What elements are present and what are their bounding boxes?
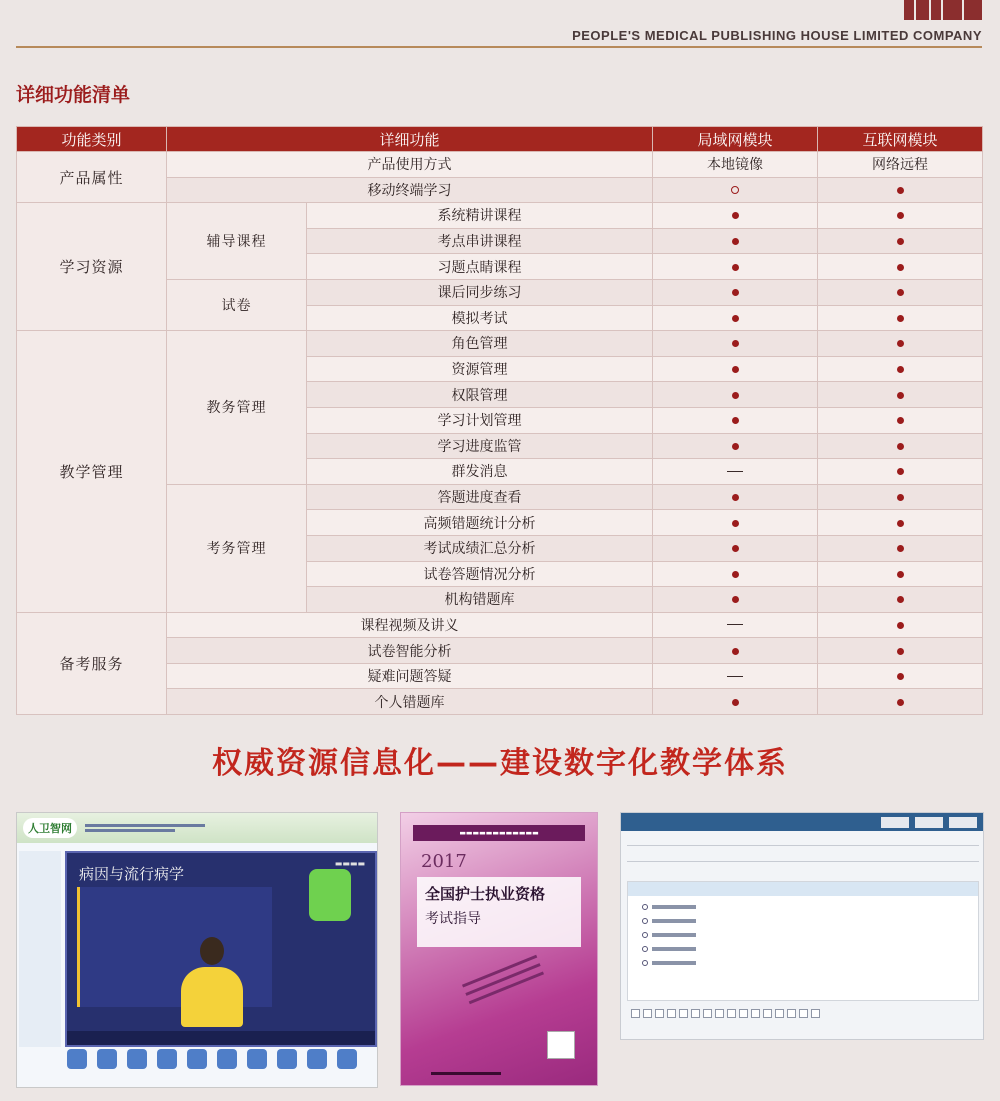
available-dot-icon [897, 648, 904, 655]
available-dot-icon [732, 289, 739, 296]
available-dot-icon [732, 648, 739, 655]
table-row [17, 331, 983, 357]
subcategory-cell: 教务管理 [167, 331, 307, 485]
available-dot-icon [732, 596, 739, 603]
video-lesson-screenshot [16, 812, 378, 1088]
breadcrumb [85, 822, 205, 834]
subcategory-cell: 考务管理 [167, 484, 307, 612]
available-dot-icon [732, 443, 739, 450]
feature-cell: 模拟考试 [307, 305, 653, 331]
available-dot-icon [897, 571, 904, 578]
feature-cell: 试卷智能分析 [167, 638, 653, 664]
side-panel [19, 851, 61, 1047]
category-cell: 学习资源 [17, 203, 167, 331]
table-row [17, 612, 983, 638]
lan-cell [653, 535, 818, 561]
net-cell [818, 356, 983, 382]
available-dot-icon [897, 340, 904, 347]
header-feature: 详细功能 [167, 127, 653, 152]
book-year: 2017 [421, 851, 467, 872]
lan-cell [653, 612, 818, 638]
feature-cell: 考点串讲课程 [307, 228, 653, 254]
lan-cell: 本地镜像 [653, 152, 818, 178]
book-cover [400, 812, 598, 1086]
lan-cell [653, 587, 818, 613]
lan-cell [653, 407, 818, 433]
available-dot-icon [897, 596, 904, 603]
table-row [17, 152, 983, 178]
feature-cell: 高频错题统计分析 [307, 510, 653, 536]
toolbar-button-icon[interactable] [307, 1049, 327, 1069]
available-dot-icon [897, 622, 904, 629]
lan-cell [653, 459, 818, 485]
net-cell [818, 254, 983, 280]
question-navigator [631, 1009, 820, 1018]
net-cell [818, 203, 983, 229]
lan-cell [653, 356, 818, 382]
toolbar-button-icon[interactable] [97, 1049, 117, 1069]
video-player [65, 851, 377, 1047]
feature-table [16, 126, 983, 715]
player-controls[interactable] [67, 1031, 375, 1045]
toolbar-button-icon[interactable] [187, 1049, 207, 1069]
available-dot-icon [897, 673, 904, 680]
toolbar-button-icon[interactable] [127, 1049, 147, 1069]
exam-top-bar [621, 813, 983, 831]
subcategory-cell: 辅导课程 [167, 203, 307, 280]
toolbar-buttons [67, 1049, 357, 1069]
section-title: 详细功能清单 [16, 84, 131, 106]
available-dot-icon [897, 392, 904, 399]
slide-brand-mark: ▬▬▬▬ [334, 859, 365, 868]
net-cell [818, 587, 983, 613]
toolbar-button-icon[interactable] [337, 1049, 357, 1069]
lan-cell [653, 279, 818, 305]
net-cell [818, 535, 983, 561]
unavailable-dash-icon [727, 676, 743, 677]
feature-cell: 移动终端学习 [167, 177, 653, 203]
feature-cell: 权限管理 [307, 382, 653, 408]
available-dot-icon [897, 417, 904, 424]
lan-cell [653, 228, 818, 254]
answer-option[interactable] [642, 932, 978, 938]
available-dot-icon [732, 417, 739, 424]
available-dot-icon [897, 699, 904, 706]
available-dot-icon [897, 468, 904, 475]
answer-option[interactable] [642, 918, 978, 924]
net-cell [818, 228, 983, 254]
book-publisher [431, 1072, 501, 1075]
feature-cell: 群发消息 [307, 459, 653, 485]
available-dot-icon [732, 520, 739, 527]
question-card [627, 881, 979, 1001]
lan-cell [653, 433, 818, 459]
available-dot-icon [897, 212, 904, 219]
optional-circle-icon [731, 186, 739, 194]
exam-interface-screenshot [620, 812, 984, 1040]
unavailable-dash-icon [727, 471, 743, 472]
book-editor-band: ▬▬▬▬▬▬▬▬▬▬▬▬ [413, 825, 585, 841]
available-dot-icon [897, 545, 904, 552]
book-slogan [460, 949, 547, 1010]
feature-cell: 学习计划管理 [307, 407, 653, 433]
book-title: 全国护士执业资格 [425, 885, 546, 903]
net-cell [818, 484, 983, 510]
net-cell [818, 689, 983, 715]
available-dot-icon [732, 571, 739, 578]
category-cell: 教学管理 [17, 331, 167, 613]
net-cell [818, 561, 983, 587]
feature-cell: 角色管理 [307, 331, 653, 357]
qr-code-icon [547, 1031, 575, 1059]
available-dot-icon [732, 699, 739, 706]
exam-action-button[interactable] [915, 817, 943, 828]
feature-cell: 试卷答题情况分析 [307, 561, 653, 587]
feature-cell: 习题点睛课程 [307, 254, 653, 280]
answer-option[interactable] [642, 946, 978, 952]
question-header [628, 882, 978, 896]
lecturer-figure [177, 937, 247, 1027]
available-dot-icon [732, 264, 739, 271]
banner-slogan: 权威资源信息化——建设数字化教学体系 [212, 746, 788, 781]
available-dot-icon [897, 443, 904, 450]
net-cell [818, 433, 983, 459]
net-cell [818, 663, 983, 689]
lan-cell [653, 254, 818, 280]
feature-cell: 课程视频及讲义 [167, 612, 653, 638]
lan-cell [653, 305, 818, 331]
exam-action-button[interactable] [949, 817, 977, 828]
available-dot-icon [897, 520, 904, 527]
exam-action-button[interactable] [881, 817, 909, 828]
slide-title: 病因与流行病学 [79, 865, 185, 883]
feature-cell: 个人错题库 [167, 689, 653, 715]
feature-cell: 疑难问题答疑 [167, 663, 653, 689]
available-dot-icon [897, 366, 904, 373]
company-name: PEOPLE'S MEDICAL PUBLISHING HOUSE LIMITED COMPANY [572, 28, 982, 43]
divider [627, 845, 979, 846]
available-dot-icon [897, 289, 904, 296]
app-logo: 人卫智网 [23, 818, 77, 838]
category-cell: 产品属性 [17, 152, 167, 203]
lan-cell [653, 484, 818, 510]
available-dot-icon [897, 315, 904, 322]
available-dot-icon [897, 264, 904, 271]
available-dot-icon [732, 392, 739, 399]
answer-option[interactable] [642, 960, 978, 966]
lan-cell [653, 382, 818, 408]
feature-cell: 考试成绩汇总分析 [307, 535, 653, 561]
page-header [16, 26, 982, 48]
toolbar-button-icon[interactable] [67, 1049, 87, 1069]
header-category: 功能类别 [17, 127, 167, 152]
available-dot-icon [897, 238, 904, 245]
lan-cell [653, 638, 818, 664]
net-cell [818, 305, 983, 331]
toolbar-button-icon[interactable] [247, 1049, 267, 1069]
net-cell [818, 612, 983, 638]
feature-cell: 系统精讲课程 [307, 203, 653, 229]
divider [627, 861, 979, 862]
net-cell [818, 638, 983, 664]
table-row [17, 203, 983, 229]
net-cell [818, 459, 983, 485]
feature-cell: 产品使用方式 [167, 152, 653, 178]
feature-cell: 机构错题库 [307, 587, 653, 613]
available-dot-icon [732, 238, 739, 245]
category-cell: 备考服务 [17, 612, 167, 714]
feature-cell: 课后同步练习 [307, 279, 653, 305]
available-dot-icon [732, 494, 739, 501]
header-lan: 局域网模块 [653, 127, 818, 152]
book-title-panel [417, 877, 581, 947]
available-dot-icon [897, 187, 904, 194]
lan-cell [653, 689, 818, 715]
net-cell [818, 382, 983, 408]
unavailable-dash-icon [727, 624, 743, 625]
subcategory-cell: 试卷 [167, 279, 307, 330]
lan-cell [653, 561, 818, 587]
toolbar-button-icon[interactable] [157, 1049, 177, 1069]
net-cell [818, 510, 983, 536]
net-cell [818, 331, 983, 357]
available-dot-icon [732, 545, 739, 552]
cartoon-illustration [309, 869, 351, 921]
net-cell [818, 279, 983, 305]
toolbar-button-icon[interactable] [277, 1049, 297, 1069]
toolbar-button-icon[interactable] [217, 1049, 237, 1069]
table-header-row [17, 127, 983, 152]
available-dot-icon [732, 212, 739, 219]
player-top-bar [17, 813, 377, 843]
available-dot-icon [732, 340, 739, 347]
lan-cell [653, 331, 818, 357]
feature-cell: 答题进度查看 [307, 484, 653, 510]
lan-cell [653, 203, 818, 229]
header-internet: 互联网模块 [818, 127, 983, 152]
feature-cell: 学习进度监管 [307, 433, 653, 459]
available-dot-icon [732, 366, 739, 373]
available-dot-icon [897, 494, 904, 501]
lan-cell [653, 177, 818, 203]
available-dot-icon [732, 315, 739, 322]
book-subtitle: 考试指导 [425, 911, 481, 927]
lan-cell [653, 510, 818, 536]
lan-cell [653, 663, 818, 689]
publisher-logo-mark [904, 0, 982, 20]
answer-option[interactable] [642, 904, 978, 910]
net-cell [818, 177, 983, 203]
net-cell [818, 407, 983, 433]
net-cell: 网络远程 [818, 152, 983, 178]
feature-cell: 资源管理 [307, 356, 653, 382]
